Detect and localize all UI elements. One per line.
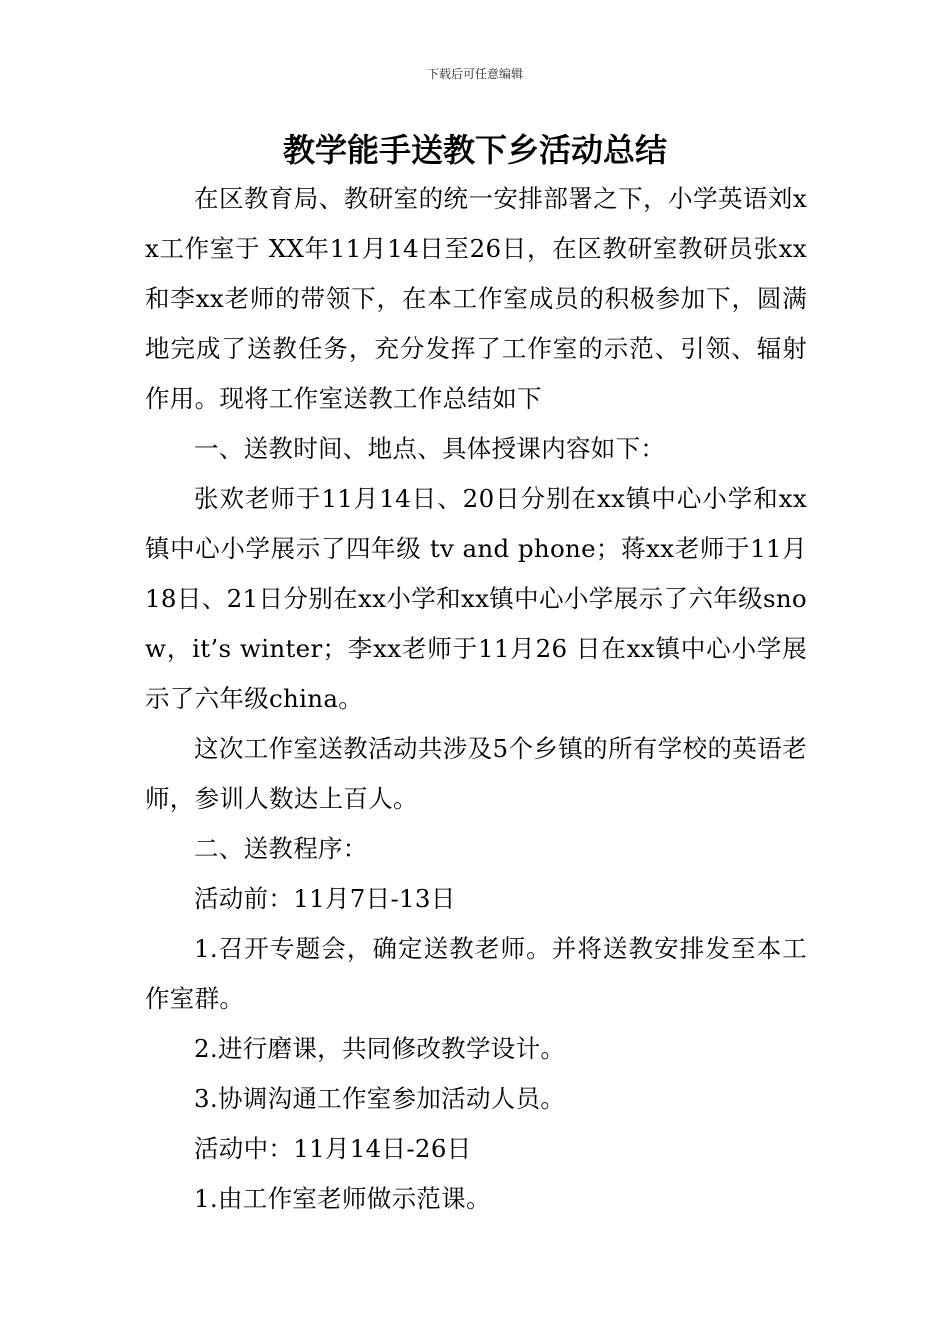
section-heading-schedule: 一、送教时间、地点、具体授课内容如下： [194,434,666,463]
document-title: 教学能手送教下乡活动总结 [282,131,667,169]
list-item: 1.召开专题会，确定送教老师。并将送教安排发至本工作室群。 [145,934,807,1013]
list-item: 1.由工作室老师做示范课。 [194,1184,491,1213]
list-item: 2.进行磨课，共同修改教学设计。 [194,1034,566,1063]
phase-during: 活动中：11月14日-26日 [194,1134,472,1163]
paragraph-lessons: 张欢老师于11月14日、20日分别在xx镇中心小学和xx镇中心小学展示了四年级 tv and phone；蒋xx老师于11月18日、21日分别在xx小学和xx镇中心小学展示了六年级snow，it’s winter；李xx老师于11月26 日在xx镇中心小学展示了六年级china。 [145,484,807,713]
paragraph-intro: 在区教育局、教研室的统一安排部署之下，小学英语刘xx工作室于 XX年11月14日至26日，在区教研室教研员张xx和李xx老师的带领下，在本工作室成员的积极参加下，圆满地完成了送教任务，充分发挥了工作室的示范、引领、辐射作用。现将工作室送教工作总结如下 [145,184,807,413]
header-note: 下载后可任意编辑 [426,67,523,81]
paragraph-participants: 这次工作室送教活动共涉及5个乡镇的所有学校的英语老师，参训人数达上百人。 [145,734,807,813]
phase-before: 活动前：11月7日-13日 [194,884,456,913]
document-body [145,174,807,1224]
list-item: 3.协调沟通工作室参加活动人员。 [194,1084,566,1113]
section-heading-procedure: 二、送教程序： [194,834,368,863]
